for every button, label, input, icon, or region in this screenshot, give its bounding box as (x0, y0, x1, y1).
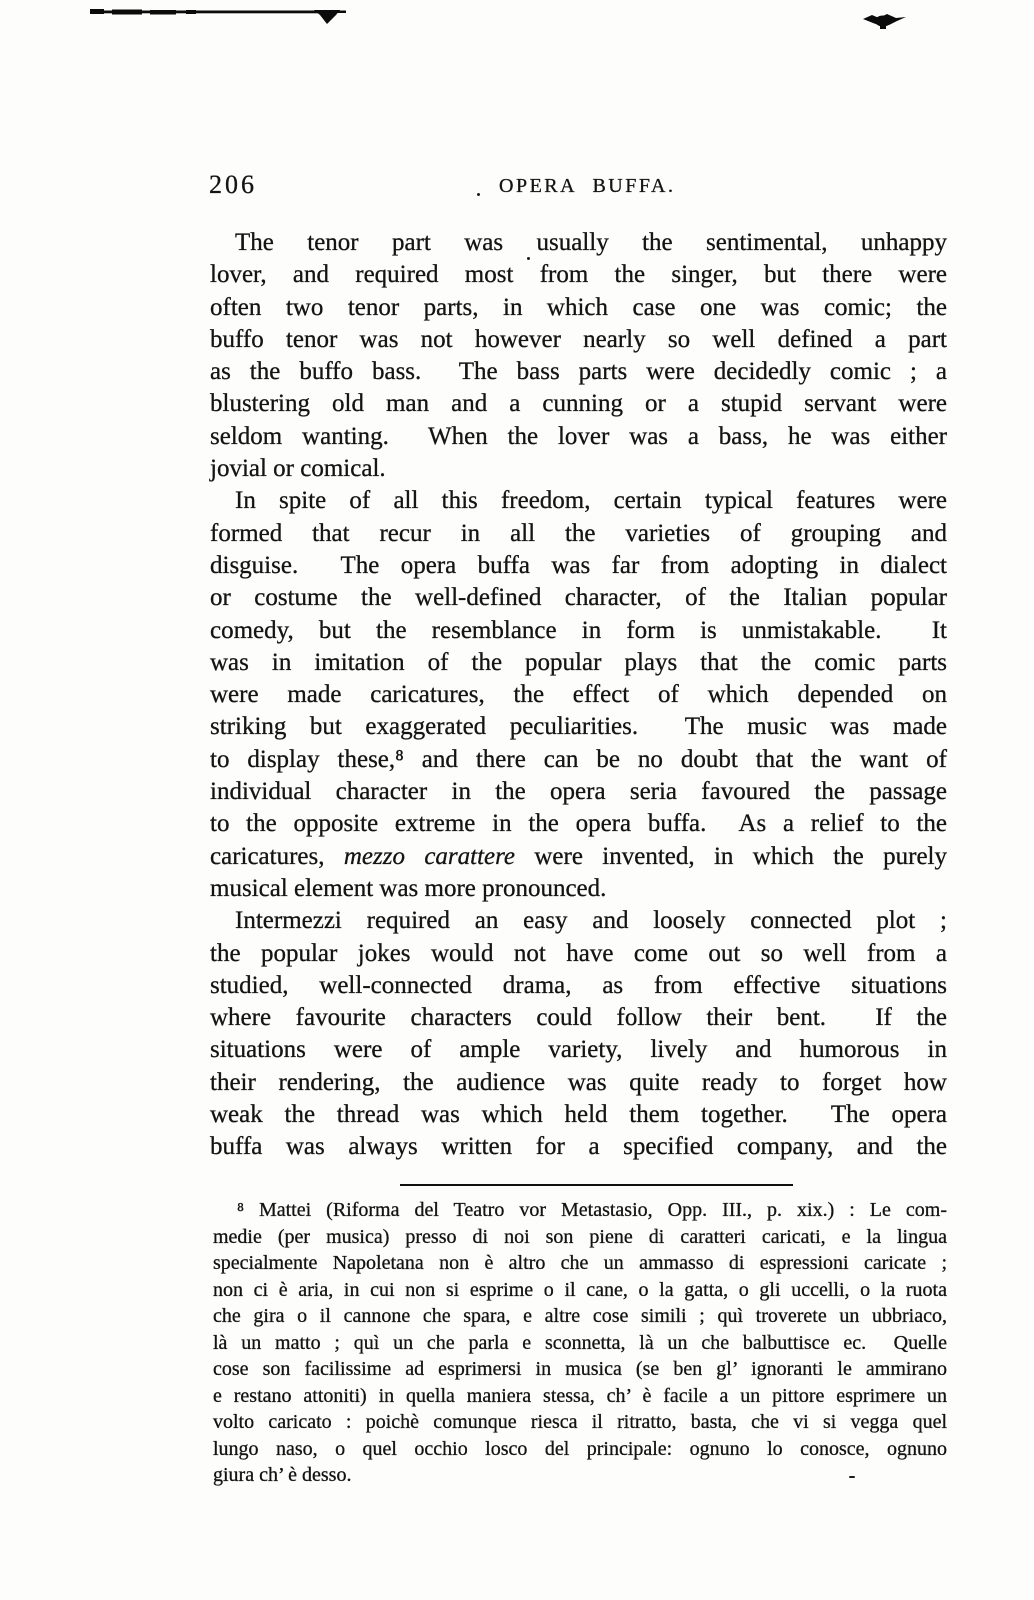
text-line: giura ch’ è desso. (213, 1464, 352, 1486)
text-line: individual character in the opera seria favoured the passage (210, 778, 947, 806)
text-line: là un matto ; quì un che parla e sconnetta, là un che balbuttisce ec. Quelle (213, 1331, 947, 1354)
paragraph (210, 485, 947, 905)
ink-blot-artifact (863, 13, 907, 30)
body-text (210, 227, 947, 1164)
text-line: In spite of all this freedom, certain typical features were (235, 487, 947, 515)
footnote-divider (400, 1184, 793, 1186)
text-line: situations were of ample variety, lively and humorous in (210, 1036, 947, 1064)
text-line: studied, well-connected drama, as from effective situations (210, 971, 947, 999)
text-line: blustering old man and a cunning or a stupid servant were (210, 390, 947, 418)
text-line: cose son facilissime ad esprimersi in musica (se ben gl’ ignoranti le ammirano (213, 1358, 947, 1380)
text-line: was in imitation of the popular plays that the comic parts (210, 648, 947, 676)
scan-speck (477, 193, 480, 196)
text-line: their rendering, the audience was quite ready to forget how (210, 1068, 947, 1096)
paragraph (210, 905, 947, 1163)
text-line: comedy, but the resemblance in form is unmistakable. It (210, 616, 947, 644)
text-line: ⁸ Mattei (Riforma del Teatro vor Metastasio, Opp. III., p. xix.) : Le com- (237, 1199, 947, 1221)
text-line: lungo naso, o quel occhio losco del principale: ognuno lo conosce, ognuno (213, 1437, 947, 1460)
text-line: che gira o il cannone che spara, e altre cose simili ; quì troverete un ubbriaco, (213, 1305, 947, 1327)
italic-phrase: mezzo carattere (343, 842, 516, 870)
footnote-text (213, 1197, 947, 1489)
text-line: to display these,⁸ and there can be no doubt that the want of (210, 745, 947, 773)
text-line: jovial or comical. (210, 455, 386, 483)
text-line: medie (per musica) presso di noi son piene di caratteri caricati, e la lingua (213, 1225, 947, 1248)
text-line: specialmente Napoletana non è altro che un ammasso di espressioni caricate ; (213, 1252, 947, 1274)
text-line: the popular jokes would not have come out so well from a (210, 939, 947, 967)
text-line: were made caricatures, the effect of which depended on (210, 681, 947, 709)
page-number: 206 (209, 170, 257, 199)
running-header-title: OPERA BUFFA. (499, 175, 676, 197)
text-line: seldom wanting. When the lover was a bass, he was either (210, 422, 947, 450)
text-line: non ci è aria, in cui non si esprime o il cane, o la gatta, o gli uccelli, o la ruota (213, 1278, 947, 1301)
text-line: caricatures, mezzo carattere were invented, in which the purely (210, 842, 947, 870)
text-line: as the buffo bass. The bass parts were decidedly comic ; a (210, 358, 947, 386)
text-line: formed that recur in all the varieties of grouping and (210, 519, 947, 547)
text-line: buffa was always written for a specified company, and the (210, 1133, 947, 1161)
text-line: weak the thread was which held them together. The opera (210, 1101, 947, 1129)
text-line: often two tenor parts, in which case one was comic; the (210, 293, 947, 321)
text-line: lover, and required most from the singer, but there were (210, 261, 947, 289)
text-line: to the opposite extreme in the opera buffa. As a relief to the (210, 810, 947, 838)
text-line: The tenor part was usually the sentimental, unhappy (235, 229, 947, 256)
text-line: musical element was more pronounced. (210, 874, 607, 902)
paragraph (210, 227, 947, 485)
text-line: e restano attoniti) in quella maniera stessa, ch’ è facile a un pittore esprimere un (213, 1384, 947, 1407)
text-line: buffo tenor was not however nearly so well defined a part (210, 325, 947, 353)
text-line: where favourite characters could follow their bent. If the (210, 1004, 947, 1032)
text-line: disguise. The opera buffa was far from adopting in dialect (210, 551, 947, 579)
text-line: Intermezzi required an easy and loosely connected plot ; (235, 907, 947, 935)
text-line: volto caricato : poichè comunque riesca il ritratto, basta, che vi si vegga quel (213, 1411, 947, 1433)
paragraph (213, 1197, 947, 1489)
text-line: or costume the well-defined character, of the Italian popular (210, 584, 947, 612)
torn-edge-line-artifact (90, 7, 346, 27)
text-line: striking but exaggerated peculiarities. The music was made (210, 713, 947, 741)
